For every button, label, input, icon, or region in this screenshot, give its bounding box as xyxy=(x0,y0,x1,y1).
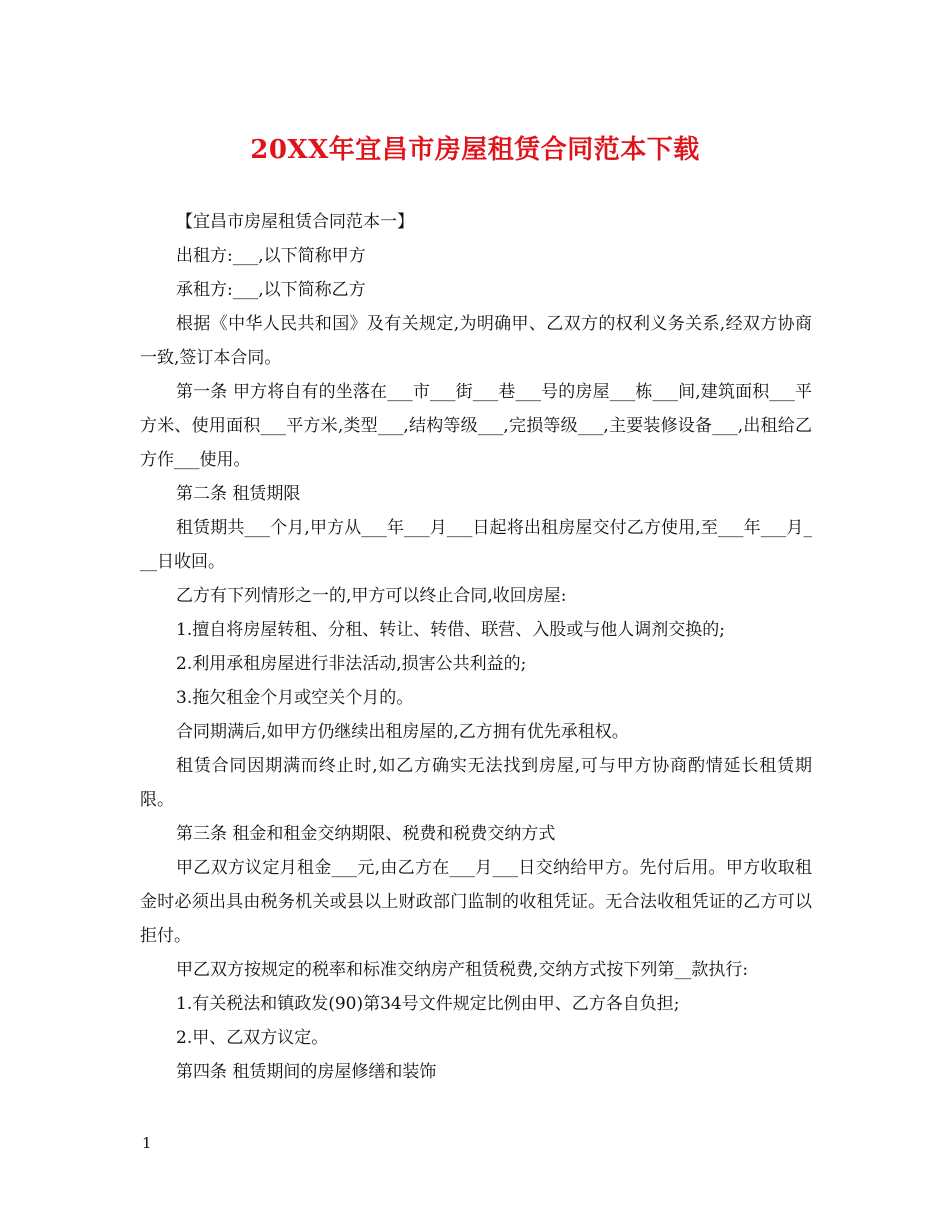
page-number: 1 xyxy=(142,1134,152,1152)
paragraph-lease-term: 租赁期共___个月,甲方从___年___月___日起将出租房屋交付乙方使用,至___年___月___日收回。 xyxy=(140,518,812,572)
paragraph-termination-intro: 乙方有下列情形之一的,甲方可以终止合同,收回房屋: xyxy=(176,586,567,606)
paragraph-lessor: 出租方:___,以下简称甲方 xyxy=(176,246,366,266)
paragraph-termination-item-3: 3.拖欠租金个月或空关个月的。 xyxy=(176,688,414,708)
document-body xyxy=(140,205,812,1089)
document-title: 20XX年宜昌市房屋租赁合同范本下载 xyxy=(250,135,700,165)
paragraph-tax-intro: 甲乙双方按规定的税率和标准交纳房产租赁税费,交纳方式按下列第__款执行: xyxy=(176,960,749,980)
paragraph-termination-item-1: 1.擅自将房屋转租、分租、转让、转借、联营、入股或与他人调剂交换的; xyxy=(176,620,725,640)
paragraph-rent: 甲乙双方议定月租金___元,由乙方在___月___日交纳给甲方。先付后用。甲方收取租金时必须出具由税务机关或县以上财政部门监制的收租凭证。无合法收租凭证的乙方可以拒付。 xyxy=(140,858,812,946)
paragraph-section-heading: 【宜昌市房屋租赁合同范本一】 xyxy=(176,212,414,232)
paragraph-priority-right: 合同期满后,如甲方仍继续出租房屋的,乙方拥有优先承租权。 xyxy=(176,722,629,742)
paragraph-article-4-heading: 第四条 租赁期间的房屋修缮和装饰 xyxy=(176,1062,437,1082)
paragraph-lessee: 承租方:___,以下简称乙方 xyxy=(176,280,366,300)
paragraph-article-1: 第一条 甲方将自有的坐落在___市___街___巷___号的房屋___栋___间,建筑面积___平方米、使用面积___平方米,类型___,结构等级___,完损等级___,主要装修设备___,出租给乙方作___使用。 xyxy=(140,382,812,470)
paragraph-article-3-heading: 第三条 租金和租金交纳期限、税费和税费交纳方式 xyxy=(176,824,556,844)
paragraph-extension: 租赁合同因期满而终止时,如乙方确实无法找到房屋,可与甲方协商酌情延长租赁期限。 xyxy=(140,756,812,810)
paragraph-tax-item-1: 1.有关税法和镇政发(90)第34号文件规定比例由甲、乙方各自负担; xyxy=(176,994,680,1014)
paragraph-preamble: 根据《中华人民共和国》及有关规定,为明确甲、乙双方的权利义务关系,经双方协商一致,签订本合同。 xyxy=(140,314,812,368)
paragraph-tax-item-2: 2.甲、乙双方议定。 xyxy=(176,1028,329,1048)
paragraph-termination-item-2: 2.利用承租房屋进行非法活动,损害公共利益的; xyxy=(176,654,527,674)
paragraph-article-2-heading: 第二条 租赁期限 xyxy=(176,484,301,504)
